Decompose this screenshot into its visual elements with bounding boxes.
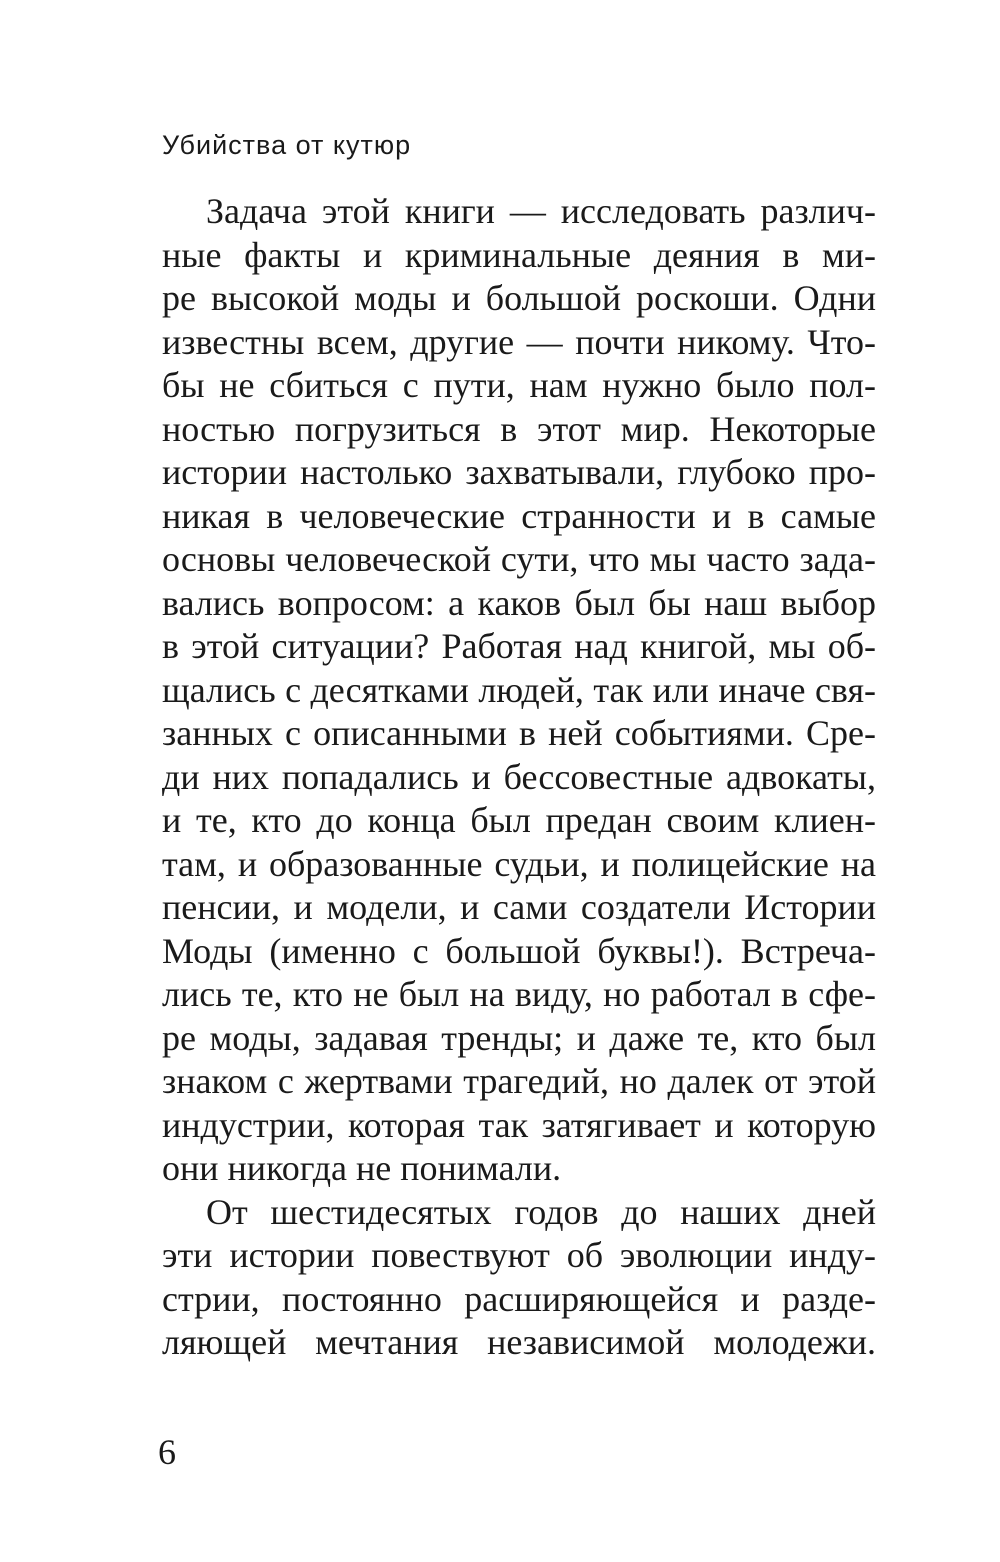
text-line: индустрии, которая так затягивает и которую — [162, 1104, 876, 1145]
text-line: бы не сбиться с пути, нам нужно было пол- — [162, 365, 876, 405]
text-line: там, и образованные судьи, и полицейские на — [162, 843, 876, 884]
text-line: никая в человеческие странности и в самые — [162, 495, 876, 536]
text-line: Задача этой книги — исследовать различ- — [206, 191, 876, 231]
text-line: известны всем, другие — почти никому. Что- — [162, 321, 876, 362]
text-line: эти истории повествуют об эволюции инду- — [162, 1235, 876, 1275]
paragraph-2 — [162, 1191, 876, 1365]
text-line: в этой ситуации? Работая над книгой, мы об- — [162, 626, 876, 666]
text-line: ностью погрузиться в этот мир. Некоторые — [162, 408, 876, 449]
text-line: и те, кто до конца был предан своим клиен- — [162, 800, 876, 840]
text-line: Моды (именно с большой буквы!). Встреча- — [162, 930, 876, 971]
text-line: ляющей мечтания независимой молодежи. — [162, 1322, 876, 1362]
text-line: лись те, кто не был на виду, но работал в сфе- — [162, 974, 876, 1014]
text-line: щались с десятками людей, так или иначе свя- — [162, 669, 876, 710]
text-line: ные факты и криминальные деяния в ми- — [162, 234, 876, 275]
text-line: основы человеческой сути, что мы часто зада- — [162, 539, 876, 579]
body-text — [162, 190, 876, 1365]
text-line: вались вопросом: а каков был бы наш выбор — [162, 582, 876, 623]
text-line: ре высокой моды и большой роскоши. Одни — [162, 278, 876, 318]
page-number: 6 — [158, 1432, 176, 1472]
text-line: стрии, постоянно расширяющейся и разде- — [162, 1278, 876, 1319]
text-line: знаком с жертвами трагедий, но далек от этой — [162, 1061, 876, 1101]
text-line: пенсии, и модели, и сами создатели Истории — [162, 887, 876, 927]
text-line: От шестидесятых годов до наших дней — [206, 1191, 876, 1232]
text-line: занных с описанными в ней событиями. Сре- — [162, 713, 876, 753]
text-line: истории настолько захватывали, глубоко про- — [162, 452, 876, 492]
text-line: ре моды, задавая тренды; и даже те, кто был — [162, 1017, 876, 1058]
text-line: они никогда не понимали. — [162, 1148, 562, 1188]
paragraph-1 — [162, 190, 876, 1191]
text-line: ди них попадались и бессовестные адвокаты, — [162, 756, 876, 797]
running-head: Убийства от кутюр — [162, 130, 412, 160]
